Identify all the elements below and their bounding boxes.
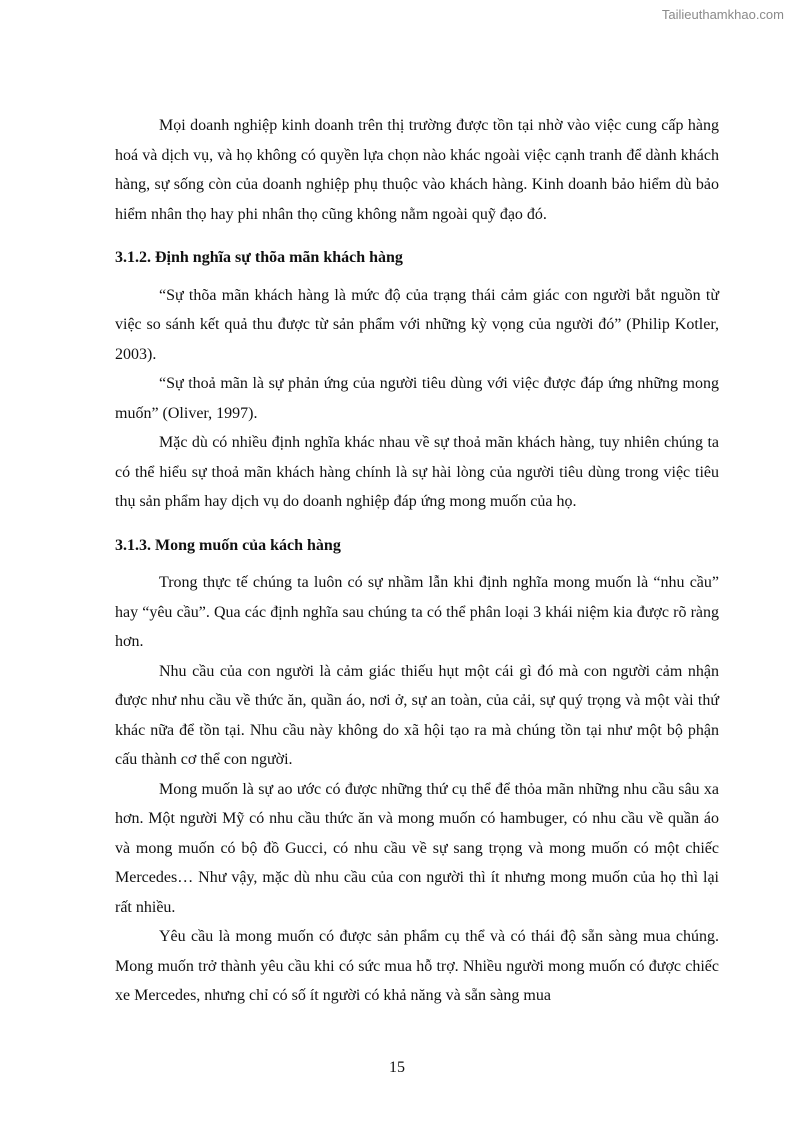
paragraph: Trong thực tế chúng ta luôn có sự nhầm lẫn khi định nghĩa mong muốn là “nhu cầu” hay “yêu cầu”. Qua các định nghĩa sau chúng ta có thể phân loại 3 khái niệm kia được rõ ràng hơn. [115,574,719,650]
paragraph: Yêu cầu là mong muốn có được sản phẩm cụ thể và có thái độ sẵn sàng mua chúng. Mong muốn trở thành yêu cầu khi có sức mua hỗ trợ. Nhiều người mong muốn có được chiếc xe Mercedes, nhưng chỉ có số ít người có khả năng và sẵn sàng mua [115,928,719,1004]
section-heading-3-1-2: 3.1.2. Định nghĩa sự thõa mãn khách hàng [115,249,403,266]
section-heading-3-1-3: 3.1.3. Mong muốn của kách hàng [115,536,341,554]
paragraph: Mọi doanh nghiệp kinh doanh trên thị trường được tồn tại nhờ vào việc cung cấp hàng hoá và dịch vụ, và họ không có quyền lựa chọn nào khác ngoài việc cạnh tranh để dành khách hàng, sự sống còn của doanh nghiệp phụ thuộc vào khách hàng. Kinh doanh bảo hiểm dù bảo hiểm nhân thọ hay phi nhân thọ cũng không nằm ngoài quỹ đạo đó. [115,117,719,223]
page-number: 15 [389,1059,405,1076]
paragraph: “Sự thõa mãn khách hàng là mức độ của trạng thái cảm giác con người bắt nguồn từ việc so sánh kết quả thu được từ sản phẩm với những kỳ vọng của người đó” (Philip Kotler, 2003). [115,286,719,363]
watermark: Tailieuthamkhao.com [661,7,784,22]
paragraph: Mong muốn là sự ao ước có được những thứ cụ thể để thỏa mãn những nhu cầu sâu xa hơn. Một người Mỹ có nhu cầu thức ăn và mong muốn có hambuger, có nhu cầu về quần áo và mong muốn có bộ đồ Gucci, có nhu cầu về sự sang trọng và mong muốn có một chiếc Mercedes… Như vậy, mặc dù nhu cầu của con người thì ít nhưng mong muốn của họ thì lại rất nhiều. [115,780,719,916]
paragraph: Mặc dù có nhiều định nghĩa khác nhau về sự thoả mãn khách hàng, tuy nhiên chúng ta có thể hiểu sự thoả mãn khách hàng chính là sự hài lòng của người tiêu dùng trong việc tiêu thụ sản phẩm hay dịch vụ do doanh nghiệp đáp ứng mong muốn của họ. [115,434,719,510]
paragraph: “Sự thoả mãn là sự phản ứng của người tiêu dùng với việc được đáp ứng những mong muốn” (Oliver, 1997). [115,375,719,422]
document-body [115,111,719,1011]
paragraph: Nhu cầu của con người là cảm giác thiếu hụt một cái gì đó mà con người cảm nhận được như nhu cầu về thức ăn, quần áo, nơi ở, sự an toàn, của cải, sự quý trọng và một vài thứ khác nữa để tồn tại. Nhu cầu này không do xã hội tạo ra mà chúng tồn tại như một bộ phận cấu thành cơ thể con người. [115,662,719,768]
